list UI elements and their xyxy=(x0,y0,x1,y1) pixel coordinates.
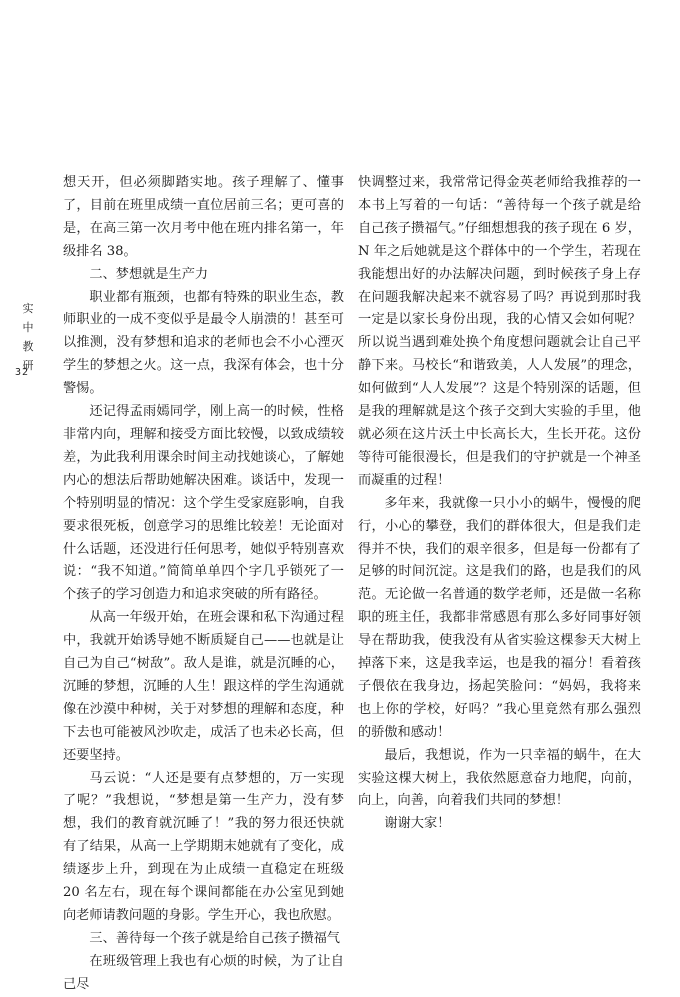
journal-section-label xyxy=(22,299,34,375)
paragraph: 多年来，我就像一只小小的蜗牛，慢慢的爬行，小心的攀登，我们的群体很大，但是我们走得并不快，我们的艰辛很多，但是每一份都有了足够的时间沉淀。这是我们的路，也是我们的风范。无论做一名普通的数学老师，还是做一名称职的班主任，我都非常感恩有那么多好同事好领导在帮助我，使我没有从省实验这棵参天大树上掉落下来，这是我幸运，也是我的福分！看着孩子偎依在我身边，扬起笑脸问：“妈妈，我将来也上你的学校，好吗？”我心里竟然有那么强烈的骄傲和感动！ xyxy=(358,495,641,740)
left-text-column xyxy=(63,172,344,997)
paragraph: 想天开，但必须脚踏实地。孩子理解了、懂事了，目前在班里成绩一直位居前三名；更可喜的是，在高三第一次月考中他在班内排名第一，年级排名 38。 xyxy=(63,175,344,259)
section-char: 实 xyxy=(22,302,34,315)
section-char: 中 xyxy=(22,321,34,334)
paragraph: 从高一年级开始，在班会课和私下沟通过程中，我就开始诱导她不断质疑自己——也就是让自己为自己“树敌”。敌人是谁，就是沉睡的心，沉睡的梦想，沉睡的人生！跟这样的学生沟通就像在沙漠中种树，关于对梦想的理解和态度，种下去也可能被风沙吹走，成活了也未必长高，但还要坚持。 xyxy=(63,610,344,763)
section-heading: 三、善待每一个孩子就是给自己孩子攒福气 xyxy=(89,930,340,946)
paragraph: 快调整过来，我常常记得金英老师给我推荐的一本书上写着的一句话：“善待每一个孩子就是给自己孩子攒福气。”仔细想想我的孩子现在 6 岁，N 年之后她就是这个群体中的一个学生，若现在我能想出好的办法解决问题，到时候孩子身上存在问题我解决起来不就容易了吗？再说到那时我一定是以家长身份出现，我的心情又会如何呢？所以说当遇到难处换个角度想问题就会让自己平静下来。马校长“和谐致美，人人发展”的理念，如何做到“人人发展”？这是个特别深的话题，但是我的理解就是这个孩子交到大实验的手里，他就必须在这片沃土中长高长大，生长开花。这份等待可能很漫长，但是我们的守护就是一个神圣而凝重的过程！ xyxy=(358,175,641,488)
paragraph: 最后，我想说，作为一只幸福的蜗牛，在大实验这棵大树上，我依然愿意奋力地爬，向前，向上，向善，向着我们共同的梦想！ xyxy=(358,747,641,809)
right-text-column xyxy=(358,172,641,836)
paragraph: 职业都有瓶颈，也都有特殊的职业生态，教师职业的一成不变似乎是最令人崩溃的！甚至可以推测，没有梦想和追求的老师也会不小心湮灭学生的梦想之火。这一点，我深有体会，也十分警惕。 xyxy=(63,289,344,397)
paragraph: 马云说：“人还是要有点梦想的，万一实现了呢？”我想说，“梦想是第一生产力，没有梦想，我们的教育就沉睡了！”我的努力很还快就有了结果，从高一上学期期末她就有了变化，成绩逐步上升，到现在为止成绩一直稳定在班级 20 名左右，现在每个课间都能在办公室见到她向老师请教问题的身影。学生开心，我也欣慰。 xyxy=(63,770,344,923)
page-number: 32 xyxy=(15,367,30,378)
section-char: 研 xyxy=(22,359,34,372)
paragraph: 在班级管理上我也有心烦的时候，为了让自己尽 xyxy=(63,953,344,992)
section-heading: 二、梦想就是生产力 xyxy=(89,266,209,282)
section-char: 教 xyxy=(22,340,34,353)
paragraph: 还记得孟雨嫣同学，刚上高一的时候，性格非常内向，理解和接受方面比较慢，以致成绩较差，为此我利用课余时间主动找她谈心，了解她内心的想法后帮助她解决困难。谈话中，发现一个特别明显的情况：这个学生受家庭影响，自我要求很死板，创意学习的思维比较差！无论面对什么话题，还没进行任何思考，她似乎特别喜欢说：“我不知道。”简简单单四个字几乎锁死了一个孩子的学习创造力和追求突破的所有路径。 xyxy=(63,404,344,603)
paragraph: 谢谢大家！ xyxy=(384,816,451,832)
